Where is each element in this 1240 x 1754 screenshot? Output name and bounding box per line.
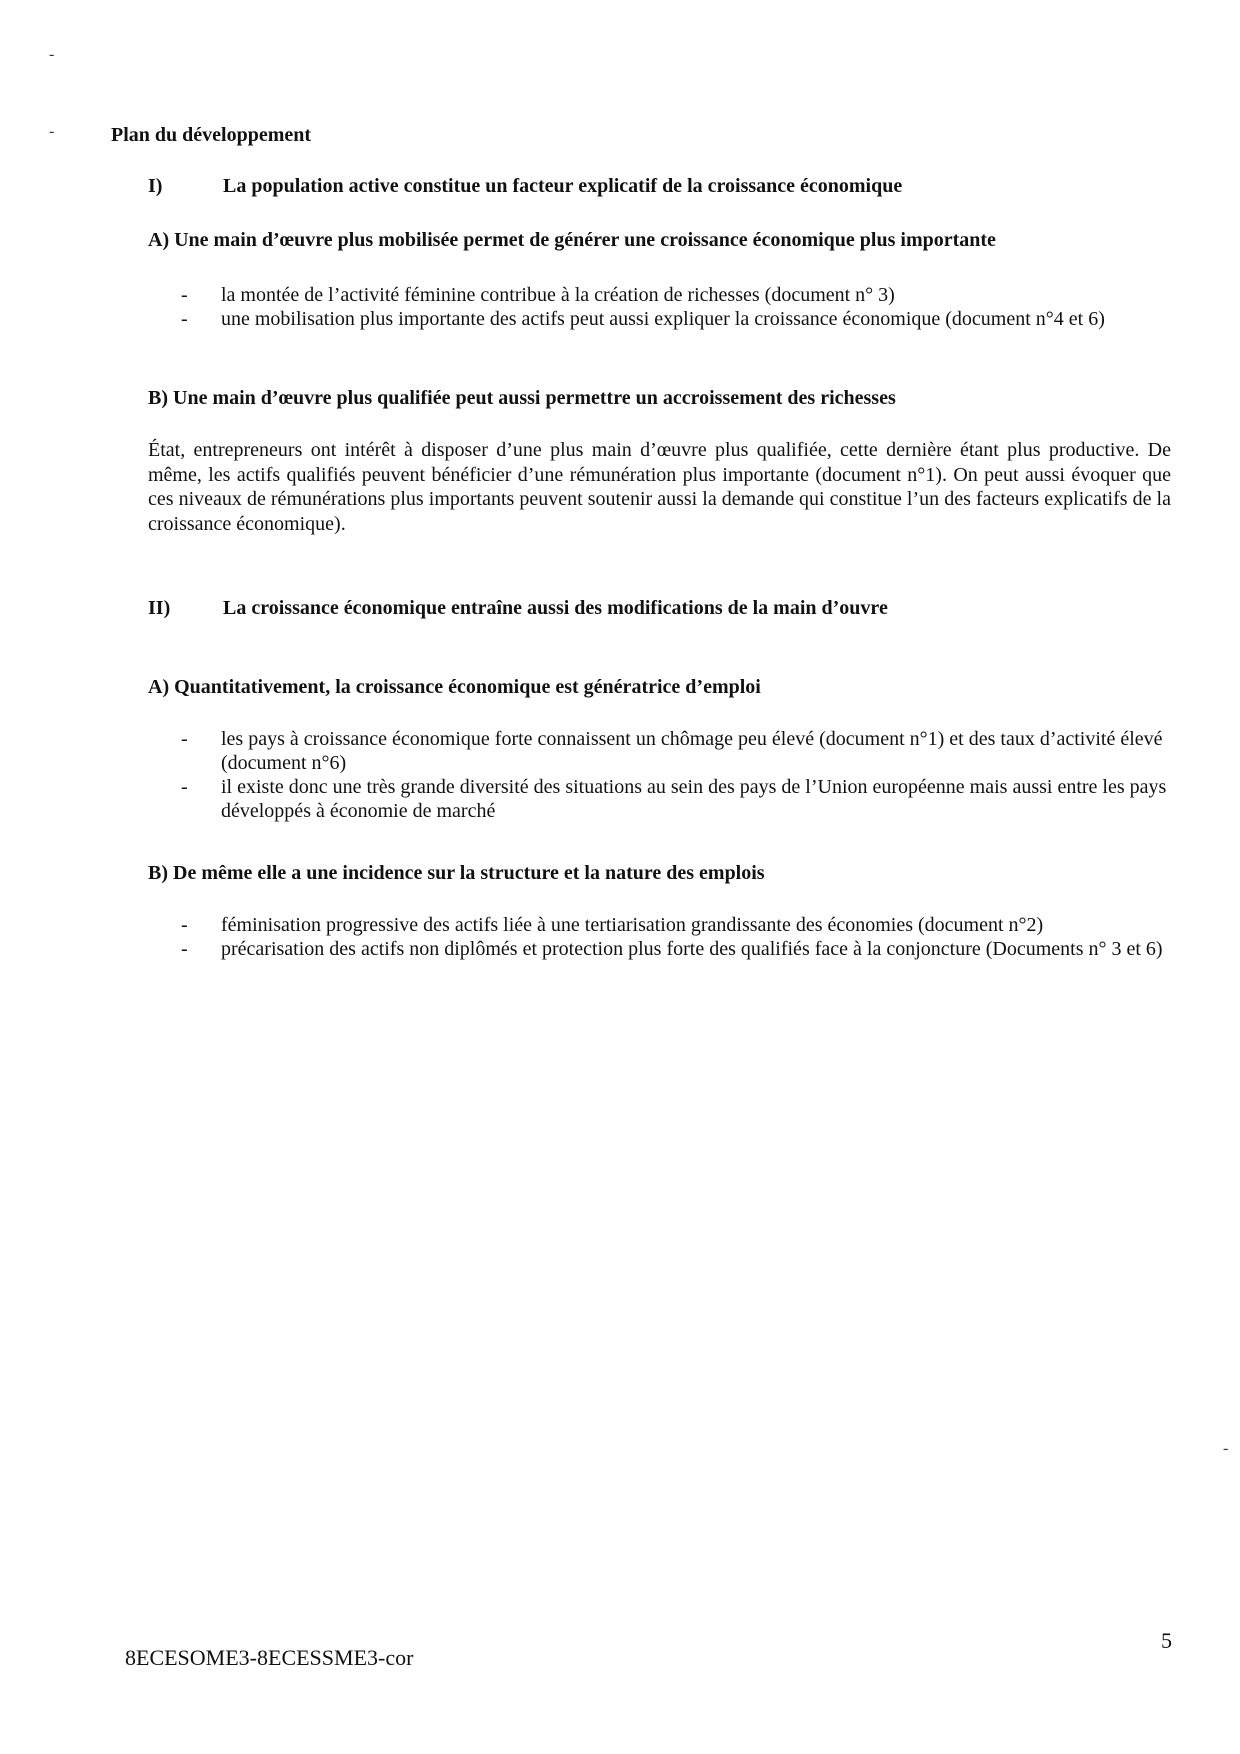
plan-title: Plan du développement bbox=[111, 124, 312, 146]
part-2-subsection-b-title: B) De même elle a une incidence sur la structure et la nature des emplois bbox=[148, 862, 765, 884]
part-1-subsection-a-list bbox=[181, 283, 1171, 331]
document-code: 8ECESOME3-8ECESSME3-cor bbox=[125, 1645, 414, 1670]
part-2-title: La croissance économique entraîne aussi des modifications de la main d’ouvre bbox=[223, 597, 888, 619]
page-number: 5 bbox=[1161, 1628, 1172, 1653]
part-1-number: I) bbox=[148, 175, 163, 197]
list-item: - féminisation progressive des actifs liée à une tertiarisation grandissante des économies (document n°2) bbox=[181, 914, 1044, 936]
part-2-subsection-b-list bbox=[181, 913, 1171, 961]
part-1-subsection-b-paragraph: État, entrepreneurs ont intérêt à disposer d’une plus main d’œuvre plus qualifiée, cette dernière étant plus productive. De même, les actifs qualifiés peuvent bénéficier d’une rémunération plus importante (document n°1). On peut aussi évoquer que ces niveaux de rémunérations plus importants peuvent soutenir aussi la demande qui constitue l’un des facteurs explicatifs de la croissance économique). bbox=[148, 439, 1171, 535]
list-item: - la montée de l’activité féminine contribue à la création de richesses (document n° 3) bbox=[181, 284, 895, 306]
list-item: - il existe donc une très grande diversité des situations au sein des pays de l’Union européenne mais aussi entre les pays développés à économie de marché bbox=[181, 776, 1167, 822]
margin-mark: - bbox=[1223, 1440, 1229, 1457]
part-2-subsection-a-list bbox=[181, 727, 1171, 823]
margin-mark: - bbox=[49, 46, 55, 63]
part-1-title: La population active constitue un facteur explicatif de la croissance économique bbox=[223, 175, 903, 197]
part-2-number: II) bbox=[148, 597, 171, 619]
list-item: - les pays à croissance économique forte connaissent un chômage peu élevé (document n°1) et des taux d’activité élevé (document n°6) bbox=[181, 728, 1163, 774]
part-1-subsection-b-title: B) Une main d’œuvre plus qualifiée peut aussi permettre un accroissement des richesses bbox=[148, 387, 896, 409]
part-2-subsection-a-title: A) Quantitativement, la croissance économique est génératrice d’emploi bbox=[148, 676, 761, 698]
list-item: - précarisation des actifs non diplômés et protection plus forte des qualifiés face à la conjoncture (Documents n° 3 et 6) bbox=[181, 938, 1163, 960]
margin-mark: - bbox=[49, 123, 55, 140]
list-item: - une mobilisation plus importante des actifs peut aussi expliquer la croissance économique (document n°4 et 6) bbox=[181, 308, 1105, 330]
part-1-subsection-a-title: A) Une main d’œuvre plus mobilisée permet de générer une croissance économique plus importante bbox=[148, 229, 996, 251]
